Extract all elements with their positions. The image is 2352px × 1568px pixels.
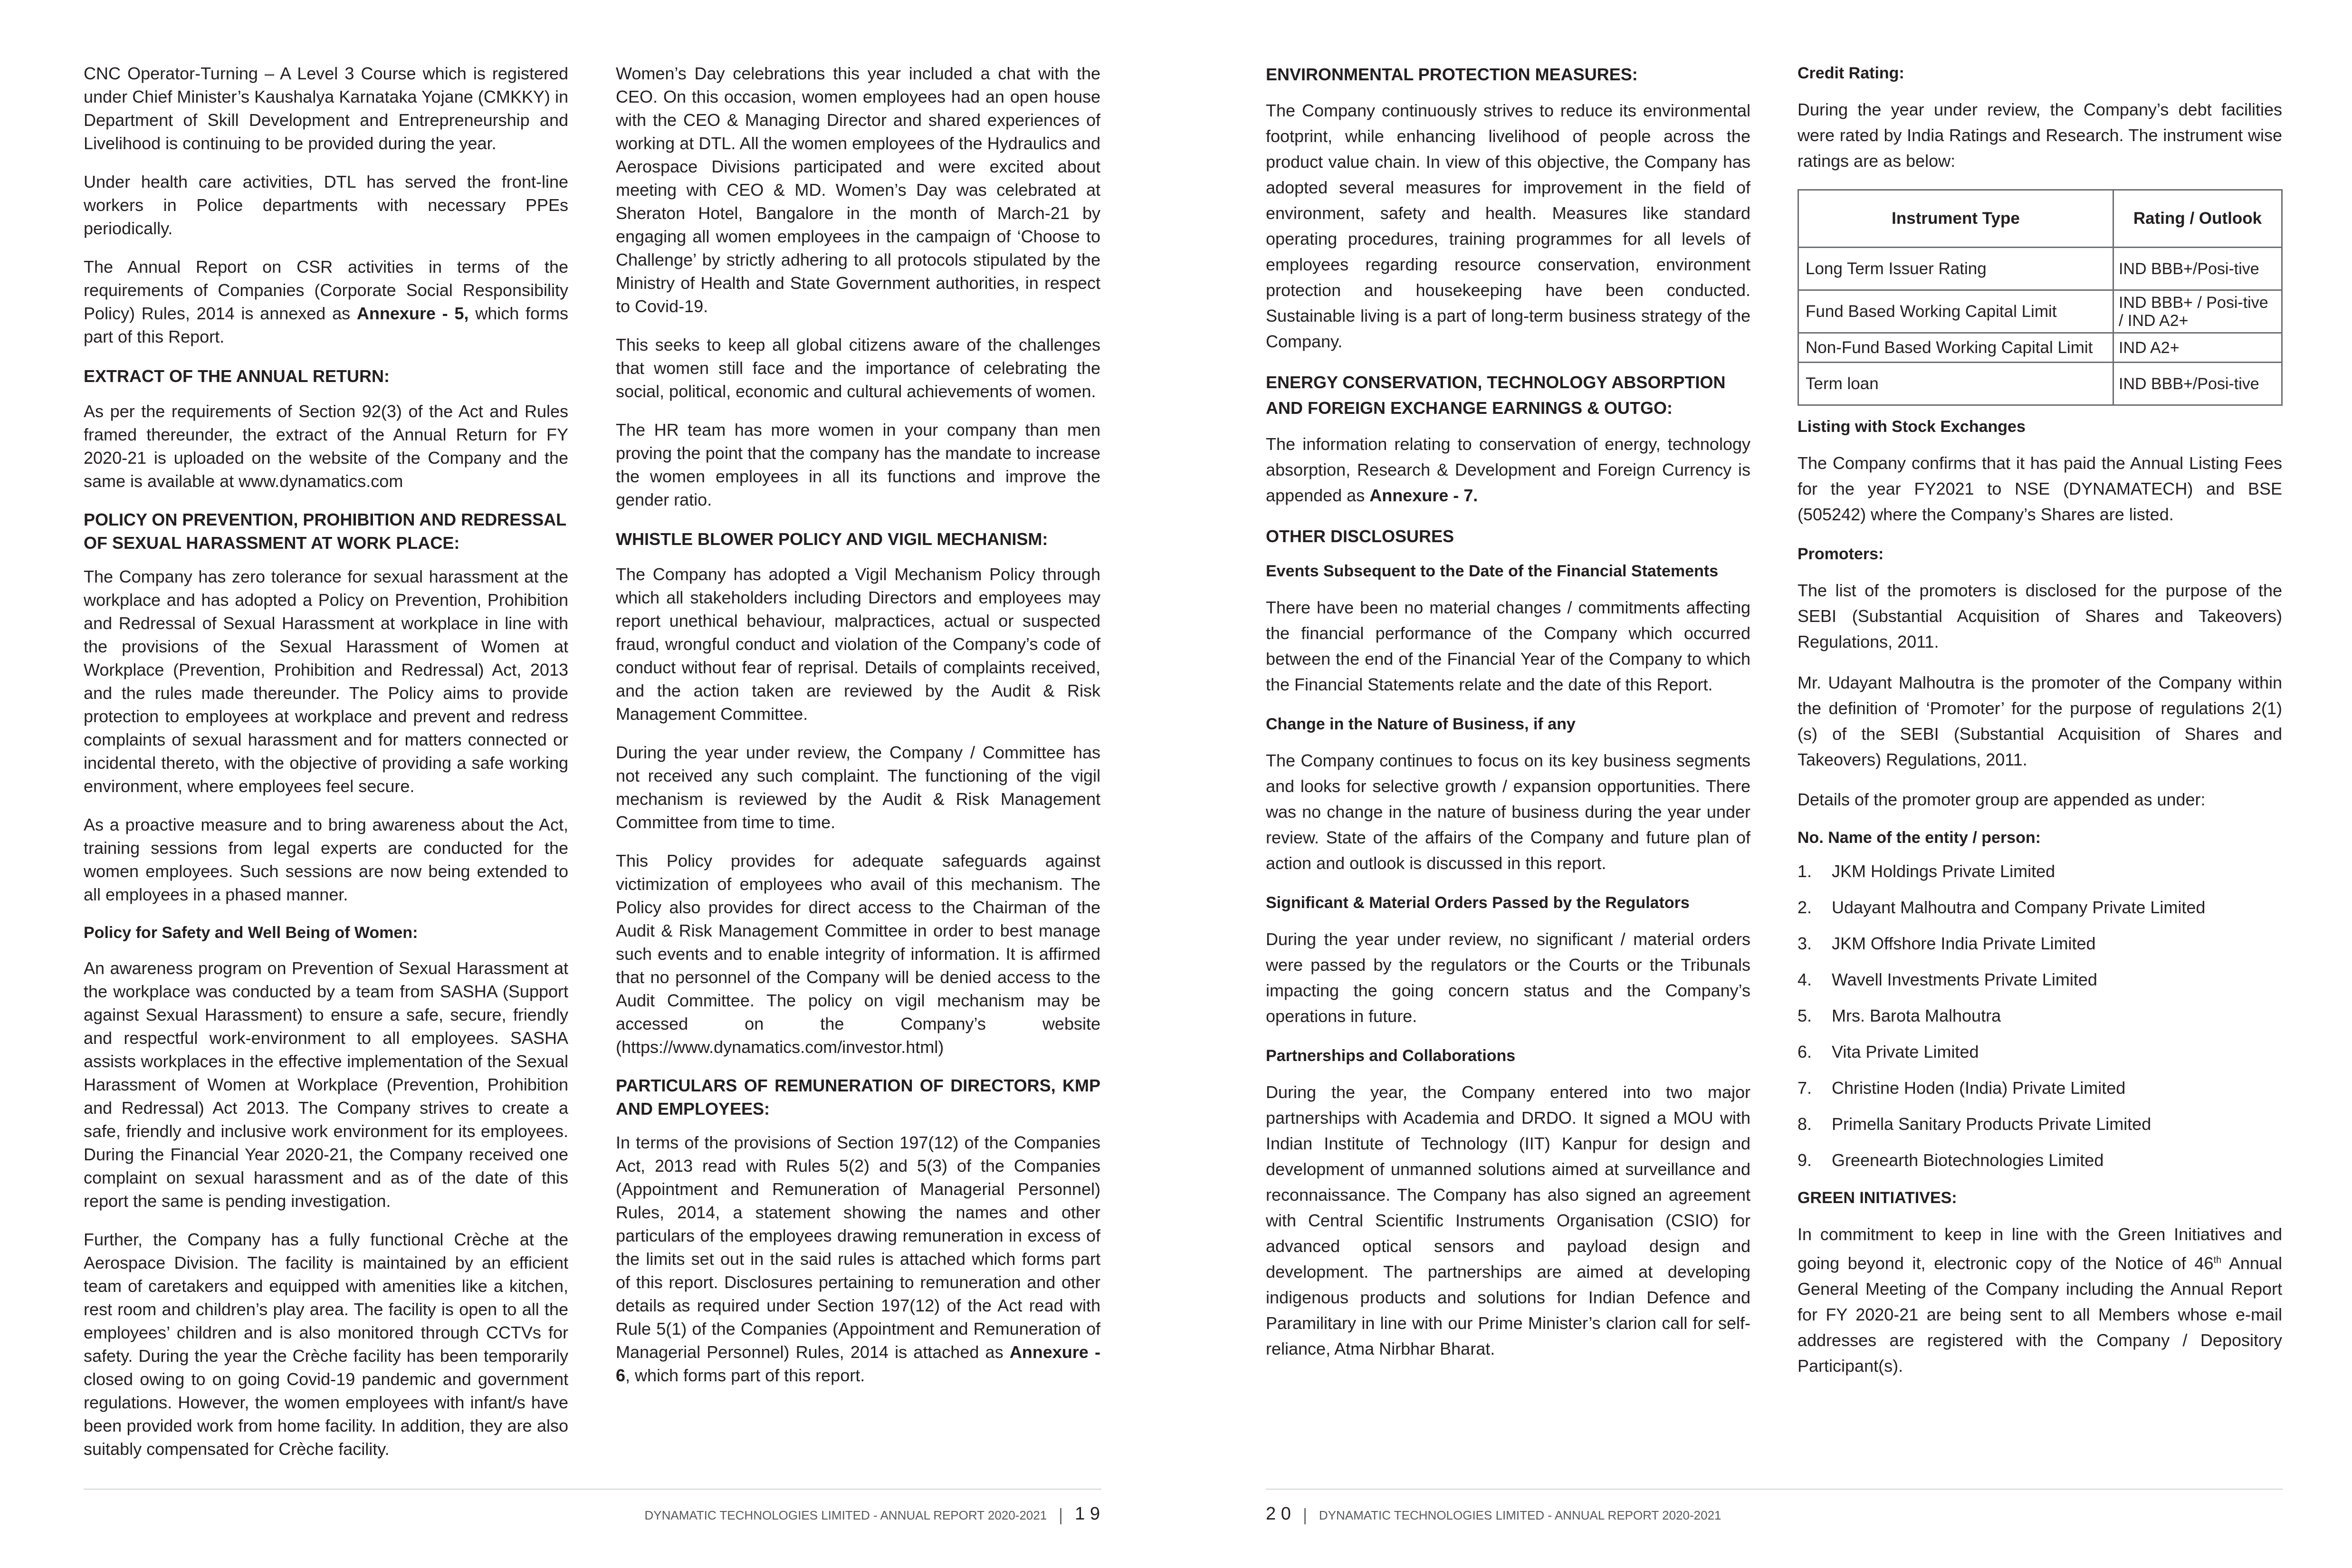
left-page-footer bbox=[644, 1504, 1100, 1524]
table-cell: IND BBB+ / Posi-tive / IND A2+ bbox=[2113, 290, 2282, 333]
annexure-6-ref: Annexure - 6 bbox=[616, 1342, 1100, 1385]
energy-conservation-paragraph: The information relating to conservation of energy, technology absorption, Research & Development and Foreign Currency is appended as Annexure - 7. bbox=[1266, 434, 1750, 505]
right-page-footer bbox=[1266, 1504, 1721, 1524]
left-page-number: 1 9 bbox=[1075, 1504, 1100, 1524]
promoter-entity-list bbox=[1797, 861, 2282, 1170]
left-page-column-1 bbox=[84, 62, 568, 1476]
listing-paragraph: The Company confirms that it has paid the Annual Listing Fees for the year FY2021 to NSE (DYNAMATECH) and BSE (505242) where the Company’s Shares are listed. bbox=[1797, 453, 2282, 524]
list-item: 8. Primella Sanitary Products Private Limited bbox=[1797, 1114, 2151, 1134]
vigil-mechanism-paragraph-1: The Company has adopted a Vigil Mechanism Policy through which all stakeholders including Directors and employees may report unethical behaviour, malpractices, actual or suspected fraud, wrongful conduct and violation of the Company’s code of conduct without fear of reprisal. Details of complaints received, and the action taken are reviewed by the Audit & Risk Management Committee. bbox=[616, 564, 1100, 724]
nature-of-business-paragraph: The Company continues to focus on its key business segments and looks for selective growth / expansion opportunities. There was no change in the nature of business during the year under review. State of the affairs of the Company and future plan of action and outlook is discussed in this report. bbox=[1266, 751, 1750, 873]
promoters-heading: Promoters: bbox=[1797, 545, 1884, 563]
partnerships-heading: Partnerships and Collaborations bbox=[1266, 1047, 1516, 1065]
annexure-7-ref: Annexure - 7. bbox=[1369, 486, 1478, 505]
left-footer-text: DYNAMATIC TECHNOLOGIES LIMITED - ANNUAL REPORT 2020-2021 bbox=[644, 1508, 1047, 1522]
extract-annual-return-paragraph: As per the requirements of Section 92(3) of the Act and Rules framed thereunder, the extract of the Annual Return for FY 2020-21 is uploaded on the website of the Company and the same is available at www.dynamatics.com bbox=[84, 402, 568, 491]
table-cell: IND BBB+/Posi-tive bbox=[2113, 248, 2282, 290]
table-header-row bbox=[1798, 190, 2282, 248]
left-footer-rule bbox=[84, 1489, 1101, 1490]
awareness-program-paragraph: An awareness program on Prevention of Sexual Harassment at the workplace was conducted by a team from SASHA (Support against Sexual Harassment) to ensure a safe, secure, friendly and respectful work-environment to all employees. SASHA assists workplaces in the effective implementation of the Sexual Harassment of Women at Workplace (Prevention, Prohibition and Redressal) Act 2013. The Company strives to create a safe, friendly and inclusive work environment for its employees. During the Financial Year 2020-21, the Company received one complaint on sexual harassment and as of the date of this report the same is pending investigation. bbox=[84, 958, 568, 1211]
environmental-paragraph: The Company continuously strives to reduce its environmental footprint, while enhancing livelihood of people across the product value chain. In view of this objective, the Company has adopted several measures for improvement in the field of environment, safety and health. Measures like standard operating procedures, training programmes for all levels of employees regarding resource conservation, environment protection and housekeeping have been conducted. Sustainable living is a part of long-term business strategy of the Company. bbox=[1266, 101, 1750, 351]
vigil-mechanism-paragraph-3: This Policy provides for adequate safeguards against victimization of employees who avail of this mechanism. The Policy also provides for direct access to the Chairman of the Audit & Risk Management Committee in order to best manage such events and to enable integrity of information. It is affirmed that no personnel of the Company will be denied access to the Audit Committee. The policy on vigil mechanism may be accessed on the Company’s website (https://www.dynamatics.com/investor.html) bbox=[616, 851, 1100, 1057]
table-header-instrument: Instrument Type bbox=[1798, 190, 2113, 248]
list-item: 6. Vita Private Limited bbox=[1797, 1042, 1979, 1061]
credit-rating-table bbox=[1797, 189, 2283, 406]
table-row bbox=[1798, 333, 2282, 363]
list-item: 1. JKM Holdings Private Limited bbox=[1797, 861, 2056, 881]
promoters-paragraph-2: Mr. Udayant Malhoutra is the promoter of the Company within the definition of ‘Promoter’ for the purpose of regulations 2(1) (s) of the SEBI (Substantial Acquisition of Shares and Takeovers) Regulations, 2011. bbox=[1797, 673, 2282, 769]
other-disclosures-heading: OTHER DISCLOSURES bbox=[1266, 526, 1454, 546]
list-item: 7. Christine Hoden (India) Private Limited bbox=[1797, 1078, 2126, 1098]
list-item: 3. JKM Offshore India Private Limited bbox=[1797, 934, 2096, 953]
right-footer-rule bbox=[1266, 1489, 2283, 1490]
right-footer-text: DYNAMATIC TECHNOLOGIES LIMITED - ANNUAL REPORT 2020-2021 bbox=[1319, 1508, 1721, 1522]
remuneration-heading: PARTICULARS OF REMUNERATION OF DIRECTORS, KMP AND EMPLOYEES: bbox=[616, 1076, 1100, 1119]
annexure-5-ref: Annexure - 5, bbox=[356, 304, 469, 323]
cnc-course-paragraph: CNC Operator-Turning – A Level 3 Course which is registered under Chief Minister’s Kaushalya Karnataka Yojane (CMKKY) in Department of Skill Development and Entrepreneurship and Livelihood is continuing to be provided during the year. bbox=[84, 64, 568, 153]
listing-heading: Listing with Stock Exchanges bbox=[1797, 418, 2026, 436]
table-header-rating: Rating / Outlook bbox=[2113, 190, 2282, 248]
list-item: 2. Udayant Malhoutra and Company Private Limited bbox=[1797, 898, 2206, 917]
table-cell: IND BBB+/Posi-tive bbox=[2113, 363, 2282, 405]
posh-policy-paragraph: The Company has zero tolerance for sexual harassment at the workplace and has adopted a Policy on Prevention, Prohibition and Redressal of Sexual Harassment at workplace in line with the provisions of the Sexual Harassment of Women at Workplace (Prevention, Prohibition and Redressal) Act, 2013 and the rules made thereunder. The Policy aims to provide protection to employees at workplace and prevent and redress complaints of sexual harassment and for matters connected or incidental thereto, with the objective of providing a safe working environment, where employees feel secure. bbox=[84, 567, 568, 796]
csr-report-paragraph: The Annual Report on CSR activities in terms of the requirements of Companies (Corporate Social Responsibility Policy) Rules, 2014 is annexed as Annexure - 5, which forms part of this Report. bbox=[84, 257, 568, 346]
table-row bbox=[1798, 290, 2282, 333]
energy-conservation-heading: ENERGY CONSERVATION, TECHNOLOGY ABSORPTION AND FOREIGN EXCHANGE EARNINGS & OUTGO: bbox=[1266, 373, 1726, 418]
right-page-column-2 bbox=[1797, 62, 2282, 1394]
credit-rating-paragraph: During the year under review, the Company’s debt facilities were rated by India Ratings and Research. The instrument wise ratings are as below: bbox=[1797, 100, 2282, 171]
list-item: 4. Wavell Investments Private Limited bbox=[1797, 970, 2097, 989]
right-page-number: 2 0 bbox=[1266, 1504, 1291, 1524]
extract-annual-return-heading: EXTRACT OF THE ANNUAL RETURN: bbox=[84, 366, 390, 386]
entity-list-heading: No. Name of the entity / person: bbox=[1797, 829, 2041, 847]
subsequent-events-paragraph: There have been no material changes / commitments affecting the financial performance of the Company which occurred between the end of the Financial Year of the Company to which the Financial Statements relate and the date of this Report. bbox=[1266, 598, 1750, 694]
right-page-column-1 bbox=[1266, 62, 1750, 1377]
creche-paragraph: Further, the Company has a fully functional Crèche at the Aerospace Division. The facility is maintained by an efficient team of caretakers and equipped with amenities like a kitchen, rest room and children’s play area. The facility is open to all the employees’ children and is also monitored through CCTVs for safety. During the year the Crèche facility has been temporarily closed owing to on going Covid-19 pandemic and government regulations. However, the women employees with infant/s have been provided work from home facility. In addition, they are also suitably compensated for Crèche facility. bbox=[84, 1230, 568, 1459]
health-care-paragraph: Under health care activities, DTL has served the front-line workers in Police departments with necessary PPEs periodically. bbox=[84, 172, 568, 238]
promoters-paragraph-3: Details of the promoter group are appended as under: bbox=[1797, 790, 2206, 809]
credit-rating-heading: Credit Rating: bbox=[1797, 64, 1904, 82]
posh-policy-heading: POLICY ON PREVENTION, PROHIBITION AND REDRESSAL OF SEXUAL HARASSMENT AT WORK PLACE: bbox=[84, 510, 566, 553]
green-initiatives-paragraph: In commitment to keep in line with the Green Initiatives and going beyond it, electronic copy of the Notice of 46th Annual General Meeting of the Company including the Annual Report for FY 2020-21 are being sent to all Members whose e-mail addresses are registered with the Company / Depository Participant(s). bbox=[1797, 1224, 2282, 1376]
material-orders-paragraph: During the year under review, no significant / material orders were passed by the regulators or the Courts or the Tribunals impacting the going concern status and the Company’s operations in future. bbox=[1266, 929, 1750, 1026]
remuneration-paragraph: In terms of the provisions of Section 197(12) of the Companies Act, 2013 read with Rules 5(2) and 5(3) of the Companies (Appointment and Remuneration of Managerial Personnel) Rules, 2014, a statement showing the names and other particulars of the employees drawing remuneration in excess of the limits set out in the said rules is attached which forms part of this report. Disclosures pertaining to remuneration and other details as required under Section 197(12) of the Act read with Rule 5(1) of the Companies (Appointment and Remuneration of Managerial Personnel) Rules, 2014 is attached as Annexure - 6, which forms part of this report. bbox=[616, 1133, 1100, 1385]
material-orders-heading: Significant & Material Orders Passed by the Regulators bbox=[1266, 894, 1690, 912]
environmental-heading: ENVIRONMENTAL PROTECTION MEASURES: bbox=[1266, 65, 1638, 84]
left-page-column-2 bbox=[616, 62, 1100, 1402]
table-cell: IND A2+ bbox=[2113, 333, 2282, 363]
vigil-mechanism-paragraph-2: During the year under review, the Company / Committee has not received any such complaint. The functioning of the vigil mechanism is reviewed by the Audit & Risk Management Committee from time to time. bbox=[616, 743, 1100, 832]
table-row bbox=[1798, 363, 2282, 405]
footer-separator bbox=[1304, 1508, 1306, 1524]
hr-team-paragraph: The HR team has more women in your company than men proving the point that the company has the mandate to increase the women employees in all its functions and improve the gender ratio. bbox=[616, 420, 1100, 509]
partnerships-paragraph: During the year, the Company entered into two major partnerships with Academia and DRDO. It signed a MOU with Indian Institute of Technology (IIT) Kanpur for design and development of unmanned solutions aimed at surveillance and reconnaissance. The Company has also signed an agreement with Central Scientific Instruments Organisation (CSIO) for advanced optical sensors and payload design and development. The partnerships are aimed at developing indigenous products and solutions for Indian Defence and Paramilitary in line with our Prime Minister’s clarion call for self-reliance, Atma Nirbhar Bharat. bbox=[1266, 1082, 1750, 1358]
promoters-paragraph-1: The list of the promoters is disclosed for the purpose of the SEBI (Substantial Acquisition of Shares and Takeovers) Regulations, 2011. bbox=[1797, 581, 2282, 651]
safety-women-heading: Policy for Safety and Well Being of Women: bbox=[84, 924, 418, 942]
list-item: 9. Greenearth Biotechnologies Limited bbox=[1797, 1150, 2104, 1170]
global-citizens-paragraph: This seeks to keep all global citizens aware of the challenges that women still face and the importance of celebrating the social, political, economic and cultural achievements of women. bbox=[616, 335, 1100, 401]
table-cell: Fund Based Working Capital Limit bbox=[1798, 290, 2113, 333]
table-cell: Long Term Issuer Rating bbox=[1798, 248, 2113, 290]
table-cell: Term loan bbox=[1798, 363, 2113, 405]
footer-separator bbox=[1060, 1508, 1061, 1524]
nature-of-business-heading: Change in the Nature of Business, if any bbox=[1266, 715, 1576, 733]
green-initiatives-heading: GREEN INITIATIVES: bbox=[1797, 1189, 1957, 1207]
list-item: 5. Mrs. Barota Malhoutra bbox=[1797, 1006, 2001, 1025]
proactive-measure-paragraph: As a proactive measure and to bring awareness about the Act, training sessions from legal experts are conducted for the women employees. Such sessions are now being extended to all employees in a phased manner. bbox=[84, 815, 568, 904]
whistle-blower-heading: WHISTLE BLOWER POLICY AND VIGIL MECHANISM: bbox=[616, 529, 1048, 549]
table-cell: Non-Fund Based Working Capital Limit bbox=[1798, 333, 2113, 363]
subsequent-events-heading: Events Subsequent to the Date of the Financial Statements bbox=[1266, 562, 1719, 580]
table-row bbox=[1798, 248, 2282, 290]
womens-day-paragraph: Women’s Day celebrations this year included a chat with the CEO. On this occasion, women employees had an open house with the CEO & Managing Director and shared experiences of working at DTL. All the women employees of the Hydraulics and Aerospace Divisions participated and were excited about meeting with CEO & MD. Women’s Day was celebrated at Sheraton Hotel, Bangalore in the month of March-21 by engaging all women employees in the campaign of ‘Choose to Challenge’ by strictly adhering to all protocols stipulated by the Ministry of Health and State Government authorities, in respect to Covid-19. bbox=[616, 64, 1100, 316]
